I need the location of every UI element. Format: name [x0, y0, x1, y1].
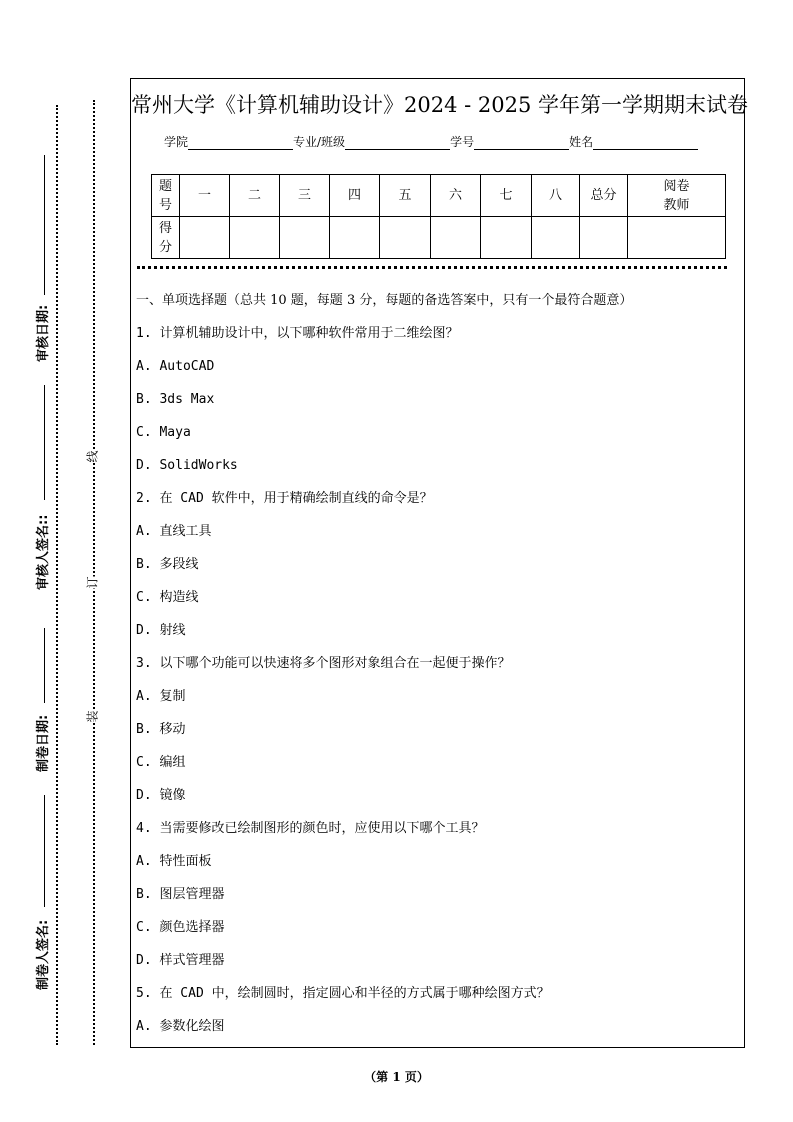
major-label: 专业/班级	[293, 135, 346, 149]
score-header-cell: 一	[180, 175, 230, 217]
outer-dotted-line	[56, 105, 58, 1045]
question-stem: 5. 在 CAD 中，绘制圆时，指定圆心和半径的方式属于哪种绘图方式？	[136, 986, 550, 1001]
reviewer-sign-line	[44, 385, 45, 500]
exam-paper	[130, 78, 749, 1048]
page-number: （第 1 页）	[364, 1070, 429, 1084]
maker-date-line	[44, 628, 45, 703]
score-header-cell: 六	[431, 175, 481, 217]
answer-option[interactable]: A. 复制	[136, 689, 186, 704]
score-header-cell: 阅卷 教师	[628, 175, 726, 217]
score-header-cell: 三	[280, 175, 330, 217]
section-heading: 一、单项选择题（总共 10 题，每题 3 分，每题的备选答案中，只有一个最符合题意）	[136, 293, 633, 308]
major-field[interactable]	[345, 137, 450, 150]
answer-option[interactable]: D. SolidWorks	[136, 458, 238, 473]
question-stem: 1. 计算机辅助设计中，以下哪种软件常用于二维绘图？	[136, 326, 459, 341]
score-cell[interactable]	[230, 217, 280, 259]
answer-option[interactable]: C. Maya	[136, 425, 191, 440]
reviewer-sign-label: 审核人签名::	[36, 514, 51, 590]
score-cell[interactable]	[180, 217, 230, 259]
inner-dotted-line	[93, 100, 95, 1045]
answer-option[interactable]: A. 参数化绘图	[136, 1019, 225, 1034]
dotted-separator	[137, 266, 727, 269]
id-label: 学号	[450, 135, 475, 149]
score-header-row	[152, 175, 726, 217]
question-stem: 2. 在 CAD 软件中，用于精确绘制直线的命令是？	[136, 491, 433, 506]
answer-option[interactable]: A. 直线工具	[136, 524, 212, 539]
score-header-cell: 七	[481, 175, 532, 217]
answer-option[interactable]: C. 颜色选择器	[136, 920, 225, 935]
maker-sign-line	[44, 795, 45, 907]
score-header-cell: 总分	[580, 175, 628, 217]
score-cell[interactable]	[380, 217, 431, 259]
maker-sign-label: 制卷人签名:	[36, 919, 51, 990]
answer-option[interactable]: C. 编组	[136, 755, 186, 770]
score-cell[interactable]	[481, 217, 532, 259]
answer-option[interactable]: C. 构造线	[136, 590, 199, 605]
score-cell[interactable]	[330, 217, 380, 259]
score-cell[interactable]	[580, 217, 628, 259]
reviewer-date-label: 审核日期:	[36, 304, 51, 362]
score-header-cell: 八	[532, 175, 580, 217]
college-label: 学院	[164, 135, 189, 149]
score-cell[interactable]	[280, 217, 330, 259]
answer-option[interactable]: B. 3ds Max	[136, 392, 215, 407]
score-cell[interactable]	[628, 217, 726, 259]
answer-option[interactable]: D. 镜像	[136, 788, 186, 803]
score-value-row	[152, 217, 726, 259]
question-stem: 3. 以下哪个功能可以快速将多个图形对象组合在一起便于操作？	[136, 656, 511, 671]
name-field[interactable]	[593, 137, 698, 150]
score-header-cell: 题 号	[152, 175, 180, 217]
answer-option[interactable]: B. 多段线	[136, 557, 199, 572]
score-header-cell: 二	[230, 175, 280, 217]
answer-option[interactable]: A. AutoCAD	[136, 359, 215, 374]
question-stem: 4. 当需要修改已绘制图形的颜色时，应使用以下哪个工具？	[136, 821, 485, 836]
score-header-cell: 五	[380, 175, 431, 217]
score-cell[interactable]	[532, 217, 580, 259]
student-info-row	[164, 133, 698, 150]
answer-option[interactable]: A. 特性面板	[136, 854, 212, 869]
id-field[interactable]	[474, 137, 569, 150]
maker-date-label: 制卷日期:	[36, 714, 51, 772]
answer-option[interactable]: B. 移动	[136, 722, 186, 737]
questions-list	[136, 291, 744, 1050]
name-label: 姓名	[569, 135, 594, 149]
score-table	[151, 174, 726, 259]
score-row-label: 得 分	[152, 217, 180, 259]
exam-title: 常州大学《计算机辅助设计》2024 - 2025 学年第一学期期末试卷	[131, 93, 749, 117]
bind-line-char: 线	[85, 450, 100, 463]
answer-option[interactable]: D. 样式管理器	[136, 953, 225, 968]
answer-option[interactable]: D. 射线	[136, 623, 186, 638]
bind-binding-char: 装	[85, 710, 100, 723]
bind-order-char: 订	[85, 576, 100, 589]
answer-option[interactable]: B. 图层管理器	[136, 887, 225, 902]
reviewer-date-line	[44, 155, 45, 295]
score-header-cell: 四	[330, 175, 380, 217]
college-field[interactable]	[188, 137, 293, 150]
score-cell[interactable]	[431, 217, 481, 259]
